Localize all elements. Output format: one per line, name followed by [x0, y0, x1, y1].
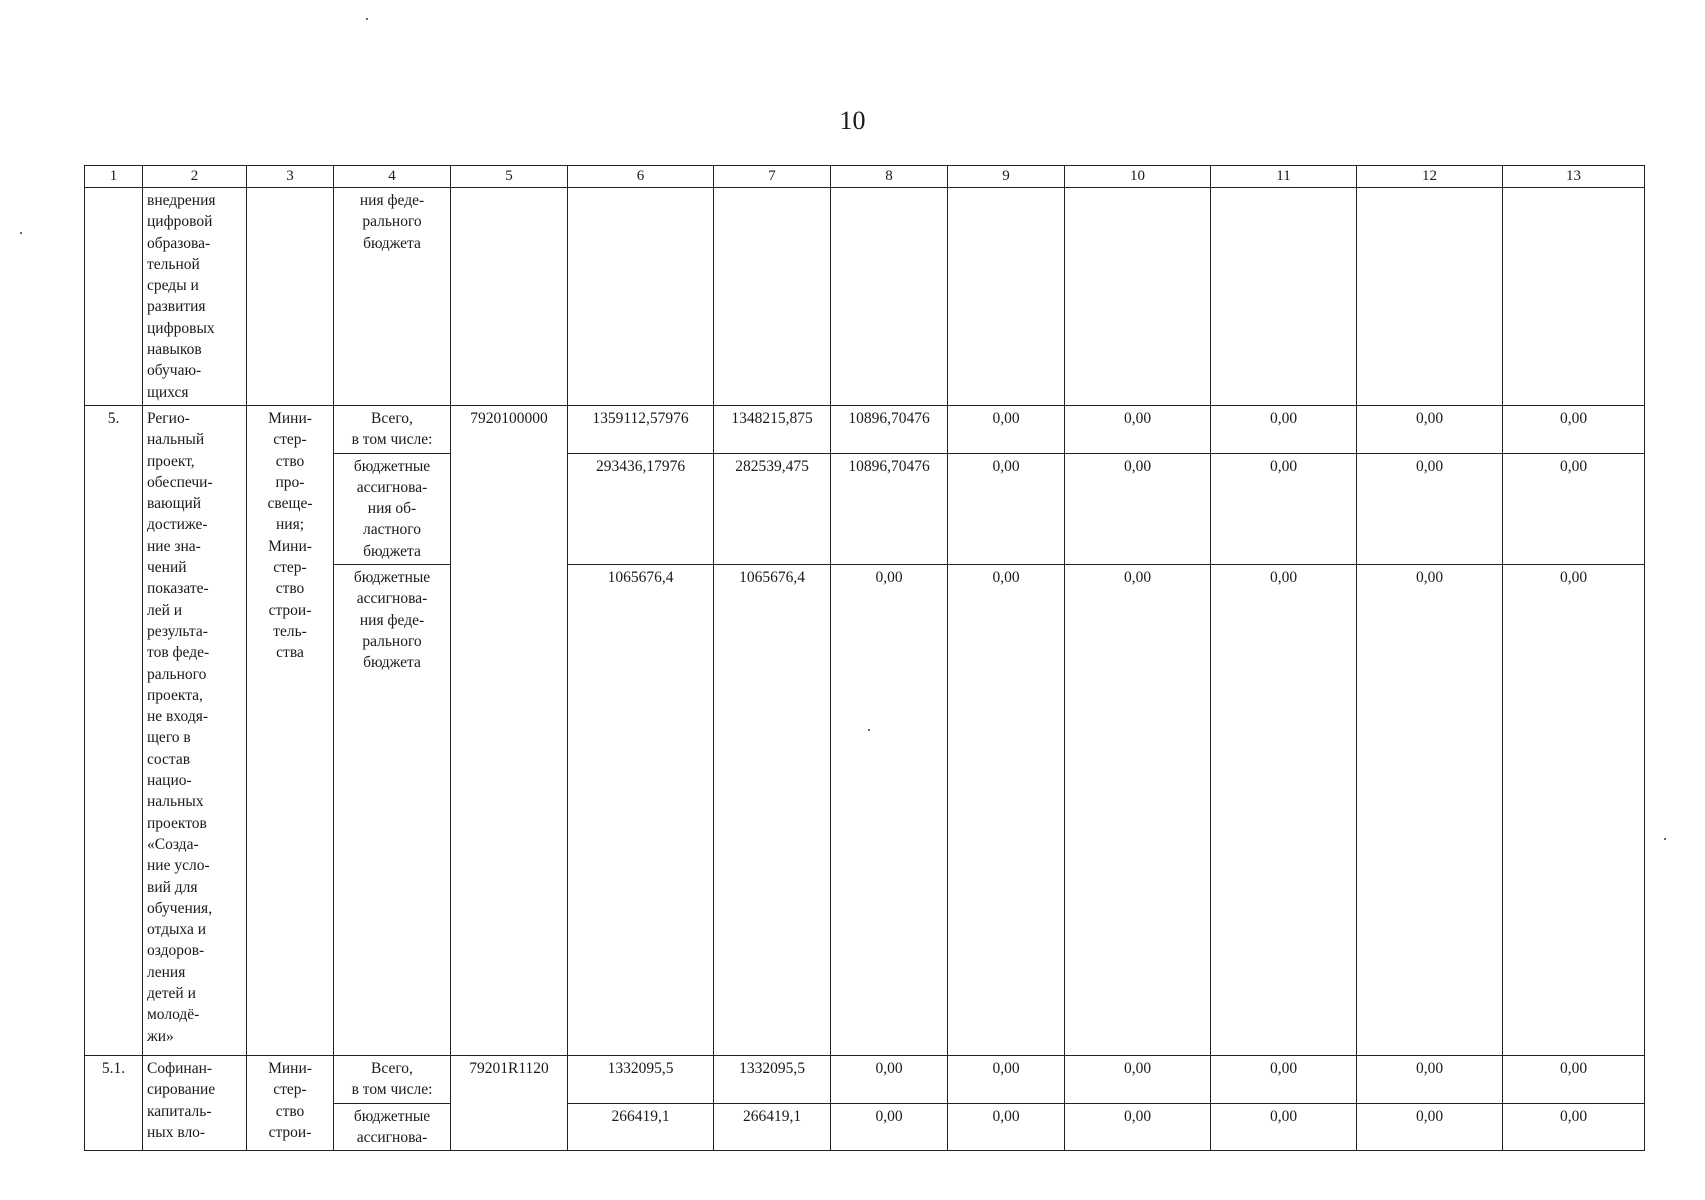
value-cell: 0,00 [1065, 406, 1211, 454]
column-number: 1 [85, 166, 143, 188]
value-cell: 0,00 [1357, 406, 1503, 454]
value-cell: 0,00 [831, 565, 948, 1056]
value-cell: 0,00 [1503, 453, 1645, 564]
value-cell: 0,00 [1211, 453, 1357, 564]
column-number: 12 [1357, 166, 1503, 188]
value-cell [948, 188, 1065, 406]
budget-table [84, 165, 1645, 1151]
scan-speck [1664, 838, 1666, 840]
column-number: 9 [948, 166, 1065, 188]
measure-name: внедрения цифровой образова- тельной среды и развития цифровых навыков обучаю- щихся [143, 188, 247, 406]
code-cell [451, 188, 568, 406]
column-number: 2 [143, 166, 247, 188]
column-number: 6 [568, 166, 714, 188]
value-cell: 266419,1 [714, 1103, 831, 1151]
column-number: 7 [714, 166, 831, 188]
value-cell: 0,00 [948, 1056, 1065, 1104]
value-cell: 10896,70476 [831, 453, 948, 564]
row-number-cell [85, 188, 143, 406]
value-cell: 0,00 [1503, 1056, 1645, 1104]
value-cell [831, 188, 948, 406]
column-number-row [85, 166, 1645, 188]
value-cell: 0,00 [1503, 565, 1645, 1056]
value-cell [1211, 188, 1357, 406]
value-cell: 1348215,875 [714, 406, 831, 454]
column-number: 4 [334, 166, 451, 188]
budget-code: 7920100000 [451, 406, 568, 1056]
scan-speck [20, 232, 22, 234]
value-cell: 0,00 [948, 453, 1065, 564]
value-cell: 282539,475 [714, 453, 831, 564]
column-number: 11 [1211, 166, 1357, 188]
value-cell: 0,00 [1357, 565, 1503, 1056]
value-cell: 0,00 [1211, 406, 1357, 454]
value-cell: 0,00 [831, 1056, 948, 1104]
funding-source: бюджетные ассигнова- [334, 1103, 451, 1151]
value-cell: 0,00 [1065, 1103, 1211, 1151]
value-cell: 0,00 [1357, 1056, 1503, 1104]
table-row-continued [85, 188, 1645, 406]
scan-speck [868, 729, 870, 731]
value-cell: 266419,1 [568, 1103, 714, 1151]
value-cell: 0,00 [1211, 1056, 1357, 1104]
value-cell: 1065676,4 [714, 565, 831, 1056]
value-cell [1065, 188, 1211, 406]
table-row-5 [85, 406, 1645, 454]
funding-source: бюджетные ассигнова- ния об- ластного бюджета [334, 453, 451, 564]
column-number: 13 [1503, 166, 1645, 188]
value-cell: 1359112,57976 [568, 406, 714, 454]
column-number: 3 [247, 166, 334, 188]
executor: Мини- стер- ство про- свеще- ния; Мини- стер- ство строи- тель- ства [247, 406, 334, 1056]
value-cell: 0,00 [1211, 565, 1357, 1056]
value-cell: 0,00 [1357, 453, 1503, 564]
scan-speck [366, 18, 368, 20]
value-cell: 0,00 [948, 565, 1065, 1056]
value-cell: 1332095,5 [568, 1056, 714, 1104]
measure-name: Софинан- сирование капиталь- ных вло- [143, 1056, 247, 1151]
page-number: 10 [839, 106, 866, 135]
value-cell: 0,00 [948, 406, 1065, 454]
budget-code: 79201R1120 [451, 1056, 568, 1151]
row-number: 5. [85, 406, 143, 1056]
column-number: 5 [451, 166, 568, 188]
value-cell [714, 188, 831, 406]
value-cell: 0,00 [831, 1103, 948, 1151]
value-cell [1357, 188, 1503, 406]
value-cell: 0,00 [1065, 1056, 1211, 1104]
funding-source: Всего, в том числе: [334, 406, 451, 454]
measure-name: Регио- нальный проект, обеспечи- вающий достиже- ние зна- чений показате- лей и результа- тов феде- рального проекта, не входя- щего в состав нацио- нальных проектов «Созда- ние усло- вий для обучения, отдыха и оздоров- ления детей и молодё- жи» [143, 406, 247, 1056]
value-cell [1503, 188, 1645, 406]
funding-source: Всего, в том числе: [334, 1056, 451, 1104]
value-cell: 0,00 [948, 1103, 1065, 1151]
funding-source: ния феде- рального бюджета [334, 188, 451, 406]
value-cell: 1332095,5 [714, 1056, 831, 1104]
value-cell: 0,00 [1357, 1103, 1503, 1151]
value-cell: 10896,70476 [831, 406, 948, 454]
value-cell: 293436,17976 [568, 453, 714, 564]
executor-cell [247, 188, 334, 406]
table-row-5-1 [85, 1056, 1645, 1104]
value-cell: 0,00 [1065, 565, 1211, 1056]
value-cell: 0,00 [1211, 1103, 1357, 1151]
column-number: 10 [1065, 166, 1211, 188]
row-number: 5.1. [85, 1056, 143, 1151]
value-cell: 0,00 [1065, 453, 1211, 564]
funding-source: бюджетные ассигнова- ния феде- рального бюджета [334, 565, 451, 1056]
value-cell: 0,00 [1503, 406, 1645, 454]
value-cell: 1065676,4 [568, 565, 714, 1056]
column-number: 8 [831, 166, 948, 188]
value-cell: 0,00 [1503, 1103, 1645, 1151]
value-cell [568, 188, 714, 406]
executor: Мини- стер- ство строи- [247, 1056, 334, 1151]
